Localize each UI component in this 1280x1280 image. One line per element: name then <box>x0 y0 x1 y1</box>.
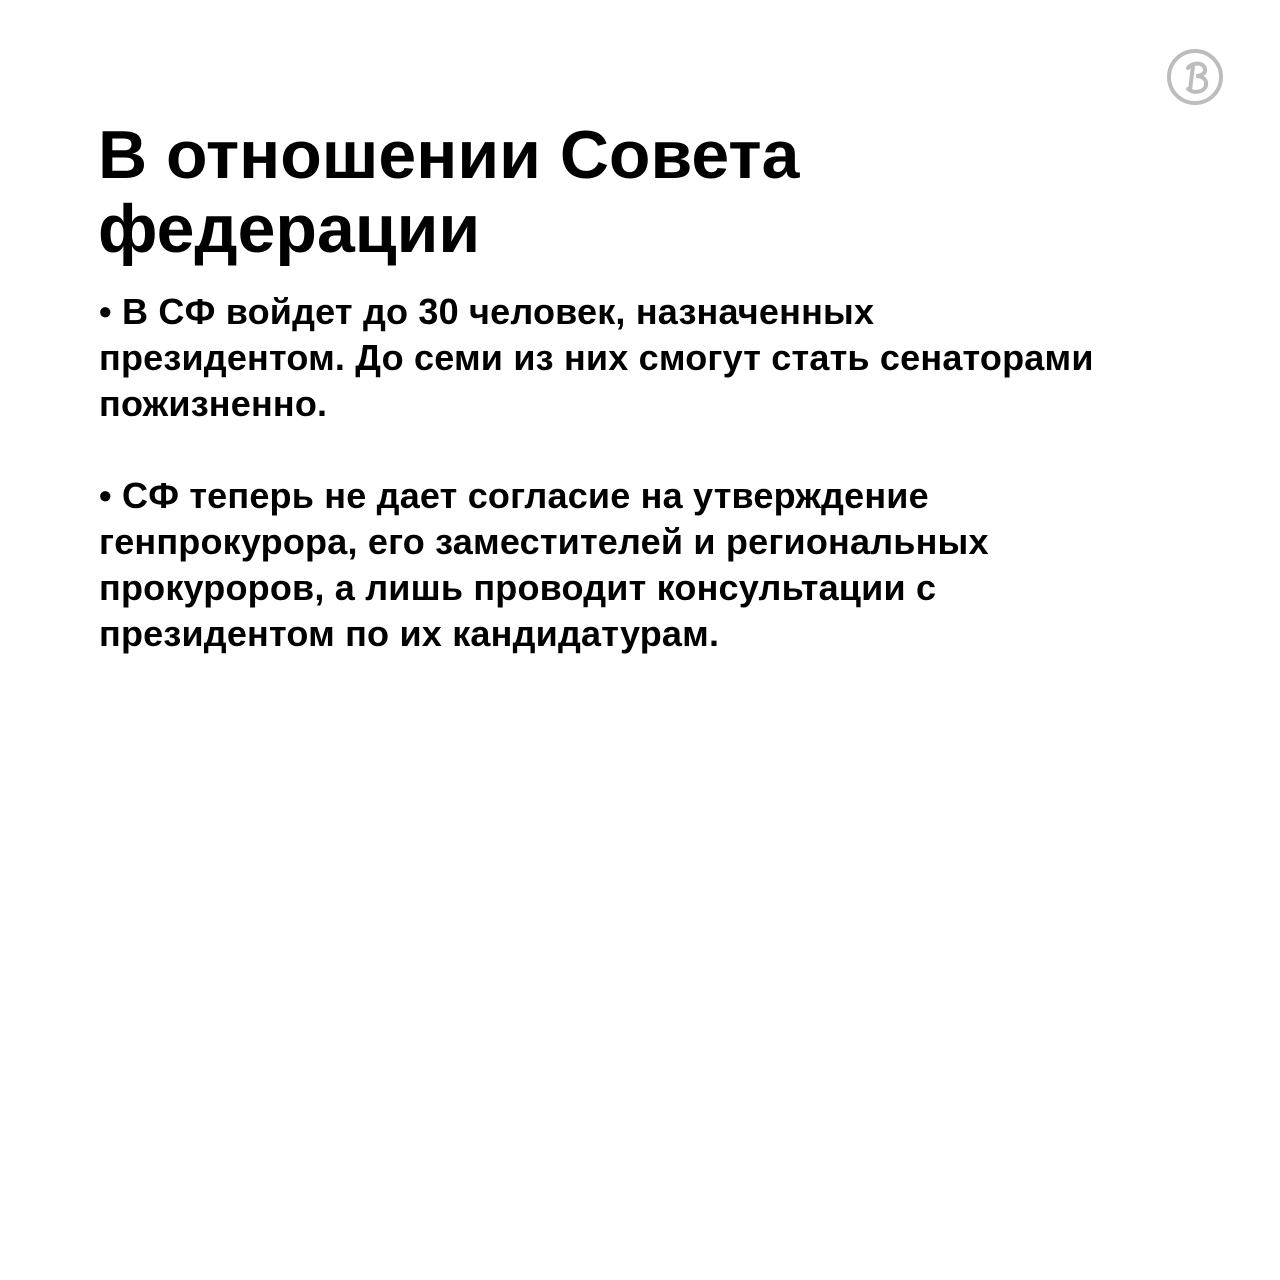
slide-title-line: В отношении Совета <box>98 117 800 193</box>
bullet-text-line: • В СФ войдет до 30 человек, назначенных <box>99 291 875 332</box>
bullet-text-line: генпрокурора, его заместителей и региональных <box>99 521 989 562</box>
bullet-text-line: пожизненно. <box>99 383 328 424</box>
bullet-list <box>99 289 1219 657</box>
slide-title-line: федерации <box>98 191 481 267</box>
bullet-text-line: президентом по их кандидатурам. <box>99 613 720 654</box>
slide-title <box>98 118 1198 266</box>
vedomosti-logo-icon <box>1166 48 1224 106</box>
bullet-text-line: • СФ теперь не дает согласие на утверждение <box>99 475 929 516</box>
bullet-text-line: прокуроров, а лишь проводит консультации с <box>99 567 937 608</box>
bullet-item <box>99 289 1219 427</box>
bullet-text-line: президентом. До семи из них смогут стать сенаторами <box>99 337 1094 378</box>
bullet-item <box>99 473 1219 657</box>
